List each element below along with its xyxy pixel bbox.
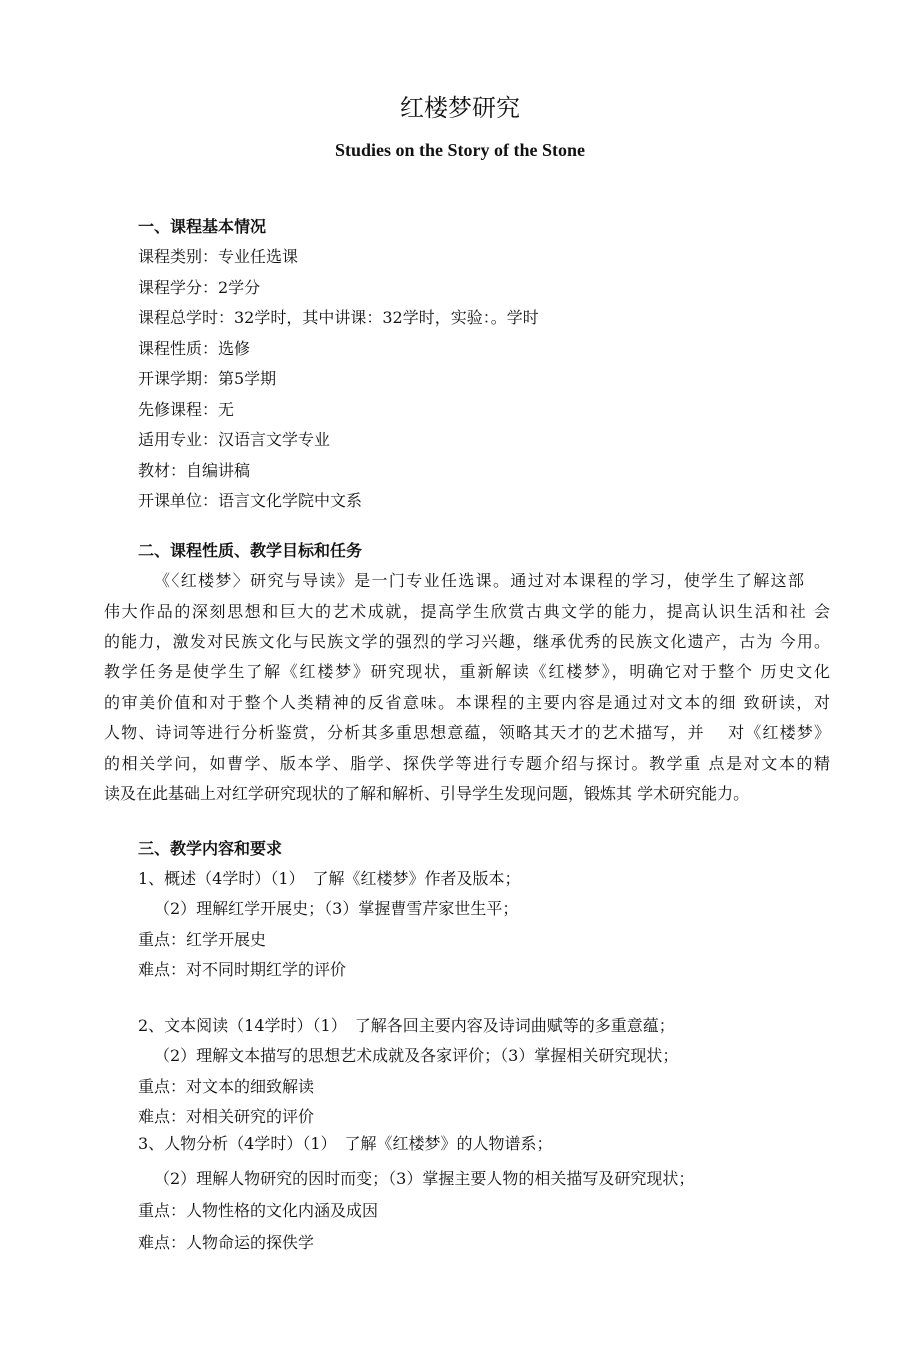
page-subtitle-english: Studies on the Story of the Stone bbox=[334, 140, 585, 160]
info-credits: 课程学分：2学分 bbox=[138, 278, 261, 297]
section-heading-content: 三、教学内容和要求 bbox=[138, 839, 283, 858]
info-semester: 开课学期：第5学期 bbox=[138, 369, 277, 388]
unit-difficulty: 难点：对相关研究的评价 bbox=[138, 1107, 315, 1126]
unit-key-point: 重点：人物性格的文化内涵及成因 bbox=[138, 1201, 379, 1220]
info-department: 开课单位：语言文化学院中文系 bbox=[138, 491, 363, 510]
unit-difficulty: 难点：对不同时期红学的评价 bbox=[138, 960, 347, 979]
paragraph-line: 伟大作品的深刻思想和巨大的艺术成就，提高学生欣赏古典文学的能力，提高认识生活和社 会 bbox=[104, 602, 830, 621]
unit-requirements: （2）理解红学开展史；（3）掌握曹雪芹家世生平； bbox=[154, 899, 519, 918]
info-course-nature: 课程性质：选修 bbox=[138, 339, 251, 358]
section-heading-basic-info: 一、课程基本情况 bbox=[138, 217, 267, 236]
paragraph-line: 的审美价值和对于整个人类精神的反省意味。本课程的主要内容是通过对文本的细 致研读，对 bbox=[104, 693, 830, 712]
unit-title: 2、文本阅读（14学时）（1） 了解各回主要内容及诗词曲赋等的多重意蕴； bbox=[138, 1016, 675, 1035]
unit-requirements: （2）理解人物研究的因时而变；（3）掌握主要人物的相关描写及研究现状； bbox=[154, 1169, 695, 1188]
section-heading-objectives: 二、课程性质、教学目标和任务 bbox=[138, 541, 363, 560]
unit-title: 1、概述（4学时）（1） 了解《红楼梦》作者及版本； bbox=[138, 869, 521, 888]
paragraph-line: 读及在此基础上对红学研究现状的了解和解析、引导学生发现问题，锻炼其 学术研究能力。 bbox=[104, 784, 750, 803]
unit-key-point: 重点：红学开展史 bbox=[138, 930, 267, 949]
paragraph-line: 人物、诗词等进行分析鉴赏，分析其多重思想意蕴，领略其天才的艺术描写，并 对《红楼梦》 bbox=[104, 723, 830, 742]
unit-title: 3、人物分析（4学时）（1） 了解《红楼梦》的人物谱系； bbox=[138, 1134, 553, 1153]
paragraph-line: 教学任务是使学生了解《红楼梦》研究现状，重新解读《红楼梦》，明确它对于整个 历史文化 bbox=[104, 662, 830, 681]
info-major: 适用专业：汉语言文学专业 bbox=[138, 430, 331, 449]
unit-key-point: 重点：对文本的细致解读 bbox=[138, 1077, 315, 1096]
page-title: 红楼梦研究 bbox=[400, 94, 520, 122]
unit-difficulty: 难点：人物命运的探佚学 bbox=[138, 1233, 315, 1252]
info-total-hours: 课程总学时：32学时，其中讲课：32学时，实验：。学时 bbox=[138, 308, 539, 327]
paragraph-line: 的相关学问，如曹学、版本学、脂学、探佚学等进行专题介绍与探讨。教学重 点是对文本的精 bbox=[104, 754, 830, 773]
info-prerequisite: 先修课程：无 bbox=[138, 400, 235, 419]
paragraph-line: 《〈红楼梦〉研究与导读》是一门专业任选课。通过对本课程的学习，使学生了解这部 bbox=[154, 571, 804, 590]
paragraph-line: 的能力，激发对民族文化与民族文学的强烈的学习兴趣，继承优秀的民族文化遗产，古为 今用。 bbox=[104, 632, 830, 651]
info-course-type: 课程类别：专业任选课 bbox=[138, 247, 299, 266]
unit-requirements: （2）理解文本描写的思想艺术成就及各家评价；（3）掌握相关研究现状； bbox=[154, 1046, 679, 1065]
info-textbook: 教材：自编讲稿 bbox=[138, 461, 251, 480]
